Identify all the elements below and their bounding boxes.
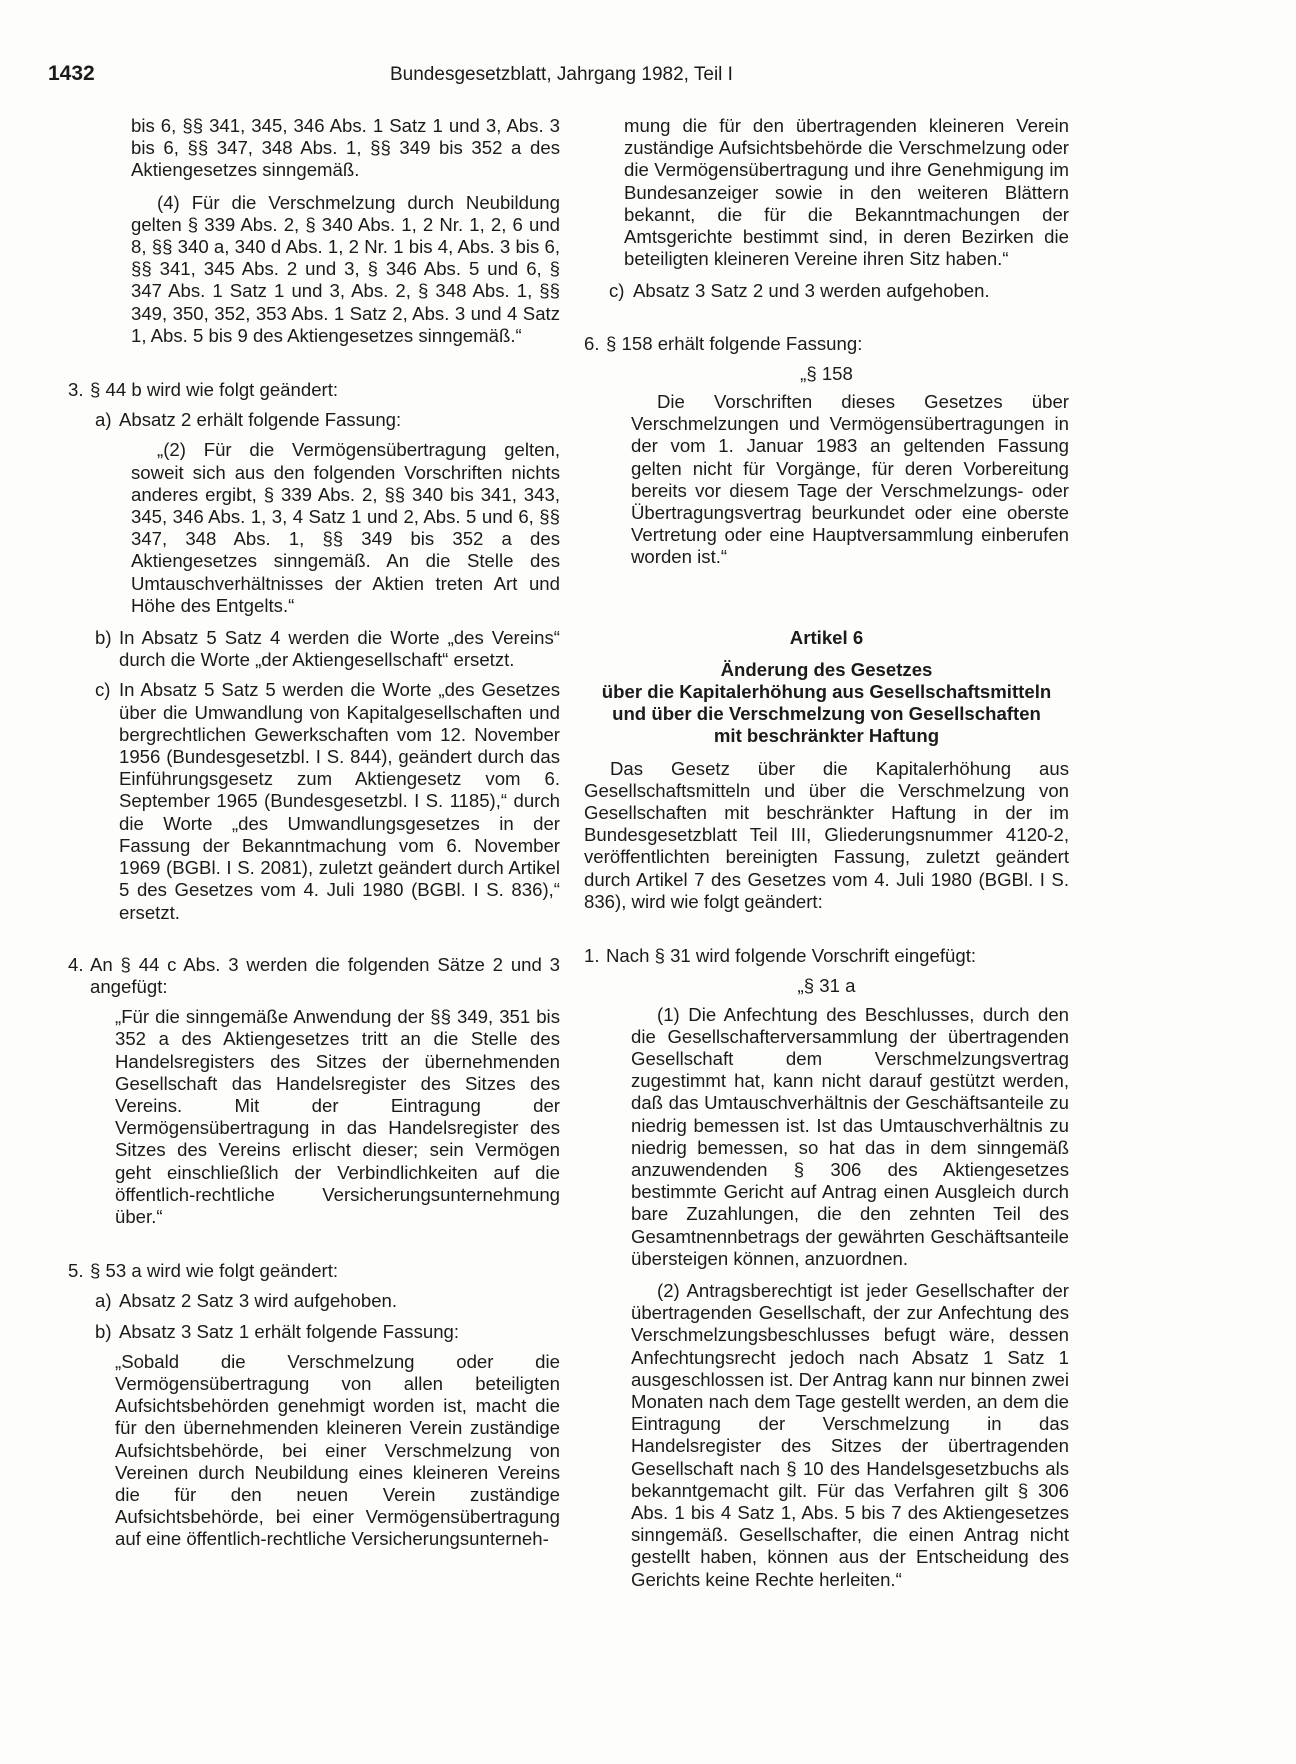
right-column <box>584 115 1069 1601</box>
article-title-line: Änderung des Gesetzes <box>720 658 933 680</box>
sub-item-label: a) <box>95 409 112 431</box>
article-title-line: mit beschränkter Haftung <box>713 725 940 747</box>
sub-item-text: Absatz 3 Satz 2 und 3 werden aufgehoben. <box>633 280 990 302</box>
sub-item-label: b) <box>95 627 112 649</box>
list-item-1 <box>584 945 1069 967</box>
sub-item-text: In Absatz 5 Satz 5 werden die Worte „des Gesetzes über die Umwandlung von Kapitalgesellschaften und bergrechtlichen Gewerkschaften vom 12. November 1956 (Bundesgesetzbl. I S. 844), geändert durch das Einführungsgesetz zum Aktiengesetz vom 6. September 1965 (Bundesgesetzbl. I S. 1185),“ durch die Worte „des Umwandlungsgesetzes in der Fassung der Bekanntmachung vom 6. November 1969 (BGBl. I S. 2081), zuletzt geändert durch Artikel 5 des Gesetzes vom 4. Juli 1980 (BGBl. I S. 836),“ ersetzt. <box>119 679 560 923</box>
item-number: 6. <box>584 332 600 354</box>
item-number: 4. <box>68 953 84 975</box>
left-column <box>68 115 560 1561</box>
list-item-3 <box>68 379 560 401</box>
item-text: § 158 erhält folgende Fassung: <box>606 332 863 354</box>
paragraph-continuation: mung die für den übertragenden kleineren Verein zuständige Aufsichtsbehörde die Verschmelzung oder die Vermögensübertragung und ihre Genehmigung im Bundesanzeiger sowie in den weiteren Blättern bekannt, die für die Bekanntmachungen der Amtsgerichte bestimmt sind, in deren Bezirken die beteiligten kleineren Vereine ihren Sitz haben.“ <box>624 115 1069 270</box>
sub-item-b <box>68 627 560 671</box>
article-title-line: und über die Verschmelzung von Gesellschaften <box>612 703 1041 725</box>
sub-item-label: b) <box>95 1320 112 1342</box>
quote-paragraph: „Sobald die Verschmelzung oder die Vermögensübertragung von allen beteiligten Aufsichtsbehörden genehmigt worden ist, macht die für den übernehmenden kleineren Verein zuständige Aufsichtsbehörde, bei einer Verschmelzung von Vereinen durch Neubildung eines kleineren Vereins die für den neuen Verein zuständige Aufsichtsbehörde, bei einer Vermögensübertragung auf eine öffentlich-rechtliche Versicherungsunterneh- <box>115 1350 560 1550</box>
paragraph-4: (4) Für die Verschmelzung durch Neubildung gelten § 339 Abs. 2, § 340 Abs. 1, 2 Nr. 1, 2, 6 und 8, §§ 340 a, 340 d Abs. 1, 2 Nr. 1 bis 4, Abs. 3 bis 6, §§ 341, 345 Abs. 2 und 3, § 346 Abs. 5 und 6, § 347 Abs. 1 Satz 1 und 3, Abs. 2, § 348 Abs. 1, §§ 349, 350, 352, 353 Abs. 1 Satz 2, Abs. 3 und 4 Satz 1, Abs. 5 bis 9 des Aktiengesetzes sinngemäß.“ <box>131 191 560 346</box>
sub-item-text: Absatz 2 erhält folgende Fassung: <box>119 409 402 431</box>
sub-item-a <box>68 1290 560 1312</box>
quote-paragraph: Die Vorschriften dieses Gesetzes über Verschmelzungen und Vermögensübertragungen in der vom 1. Januar 1983 an geltenden Fassung gelten nicht für Vorgänge, für deren Vorbereitung bereits vor diesem Tage der Verschmelzungs- oder Übertragungsvertrag beurkundet oder eine oberste Vertretung oder eine Hauptversammlung einberufen worden ist.“ <box>631 391 1069 568</box>
article-title-line: über die Kapitalerhöhung aus Gesellschaftsmitteln <box>601 681 1052 703</box>
sub-item-a <box>68 409 560 431</box>
item-number: 1. <box>584 945 600 967</box>
sub-item-c <box>68 679 560 923</box>
sub-item-label: a) <box>95 1290 112 1312</box>
sub-item-text: In Absatz 5 Satz 4 werden die Worte „des Vereins“ durch die Worte „der Aktiengesellschaft“ ersetzt. <box>119 627 560 671</box>
item-number: 5. <box>68 1260 84 1282</box>
sub-item-text: Absatz 2 Satz 3 wird aufgehoben. <box>119 1290 398 1312</box>
quote-paragraph: „(2) Für die Vermögensübertragung gelten, soweit sich aus den folgenden Vorschriften nichts anderes ergibt, § 339 Abs. 2, §§ 340 bis 341, 343, 345, 346 Abs. 1, 3, 4 Satz 1 und 2, Abs. 5 und 6, §§ 347, 348 Abs. 1, §§ 349 bis 352 a des Aktiengesetzes sinngemäß. An die Stelle des Umtauschverhältnisses der Aktien treten Art und Höhe des Entgelts.“ <box>131 439 560 616</box>
sub-item-label: c) <box>95 679 111 701</box>
sub-item-label: c) <box>609 280 625 302</box>
list-item-4 <box>68 954 560 998</box>
list-item-5 <box>68 1260 560 1282</box>
article-intro: Das Gesetz über die Kapitalerhöhung aus Gesellschaftsmitteln und über die Verschmelzung von Gesellschaften mit beschränkter Haftung in der im Bundesgesetzblatt Teil III, Gliederungsnummer 4120-2, veröffentlichten bereinigten Fassung, zuletzt geändert durch Artikel 7 des Gesetzes vom 4. Juli 1980 (BGBl. I S. 836), wird wie folgt geändert: <box>584 757 1069 912</box>
item-text: § 44 b wird wie folgt geändert: <box>90 379 339 401</box>
list-item-6 <box>584 333 1069 355</box>
paragraph-continuation: bis 6, §§ 341, 345, 346 Abs. 1 Satz 1 und 3, Abs. 3 bis 6, §§ 347, 348 Abs. 1, §§ 349 bis 352 a des Aktiengesetzes sinngemäß. <box>131 115 560 181</box>
section-heading: „§ 31 a <box>797 975 856 997</box>
sub-item-b <box>68 1321 560 1343</box>
quote-paragraph: (2) Antragsberechtigt ist jeder Gesellschafter der übertragenden Gesellschaft, der zur Anfechtung des Verschmelzungsbeschlusses befugt wäre, dessen Anfechtungsrecht jedoch nach Absatz 1 Satz 1 ausgeschlossen ist. Der Antrag kann nur binnen zwei Monaten nach dem Tage gestellt werden, an dem die Eintragung der Verschmelzung in das Handelsregister des Sitzes der übertragenden Gesellschaft nach § 10 des Handelsgesetzbuchs als bekanntgemacht gilt. Für das Verfahren gilt § 306 Abs. 1 bis 4 Satz 1, Abs. 5 bis 7 des Aktiengesetzes sinngemäß. Gesellschafter, die einen Antrag nicht gestellt haben, können aus der Entscheidung des Gerichts keine Rechte herleiten.“ <box>631 1279 1069 1590</box>
item-number: 3. <box>68 379 84 401</box>
section-heading: „§ 158 <box>800 362 853 384</box>
page-number: 1432 <box>48 62 95 85</box>
item-text: § 53 a wird wie folgt geändert: <box>90 1260 339 1282</box>
page-header: Bundesgesetzblatt, Jahrgang 1982, Teil I <box>390 64 733 85</box>
sub-item-text: Absatz 3 Satz 1 erhält folgende Fassung: <box>119 1320 460 1342</box>
quote-paragraph: „Für die sinngemäße Anwendung der §§ 349, 351 bis 352 a des Aktiengesetzes tritt an die Stelle des Handelsregisters des Sitzes der übernehmenden Gesellschaft das Handelsregister des Sitzes des Vereins. Mit der Eintragung der Vermögensübertragung in das Handelsregister des Sitzes des Vereins erlischt dieser; sein Vermögen geht einschließlich der Verbindlichkeiten auf die öffentlich-rechtliche Versicherungsunternehmung über.“ <box>115 1006 560 1227</box>
article-label: Artikel 6 <box>789 626 864 648</box>
sub-item-c <box>584 280 1069 302</box>
quote-paragraph: (1) Die Anfechtung des Beschlusses, durch den die Gesellschafterversammlung der übertragenden Gesellschaft dem Verschmelzungsvertrag zugestimmt hat, kann nicht darauf gestützt werden, daß das Umtauschverhältnis der Geschäftsanteile zu niedrig bemessen ist. Ist das Umtauschverhältnis zu niedrig bemessen, so hat das in dem sinngemäß anzuwendenden § 306 des Aktiengesetzes bestimmte Gericht auf Antrag einen Ausgleich durch bare Zuzahlungen, die den zehnten Teil des Gesamtnennbetrags der gewährten Geschäftsanteile übersteigen können, anzuordnen. <box>631 1003 1069 1269</box>
item-text: Nach § 31 wird folgende Vorschrift eingefügt: <box>606 945 977 967</box>
item-text: An § 44 c Abs. 3 werden die folgenden Sätze 2 und 3 angefügt: <box>90 953 560 997</box>
